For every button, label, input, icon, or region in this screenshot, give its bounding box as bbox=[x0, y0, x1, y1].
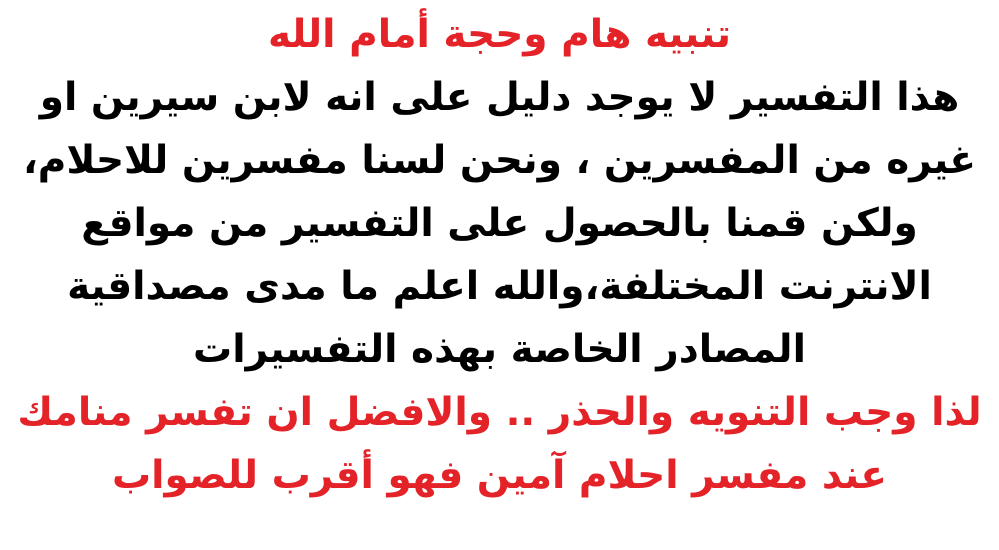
notice-warning-line: لذا وجب التنويه والحذر .. والافضل ان تفسر منامك bbox=[17, 390, 982, 435]
notice-title: تنبيه هام وحجة أمام الله bbox=[267, 12, 732, 57]
notice-warning-line: عند مفسر احلام آمين فهو أقرب للصواب bbox=[111, 453, 887, 498]
notice-body-line: الانترنت المختلفة،والله اعلم ما مدى مصداقية bbox=[67, 264, 932, 309]
notice-body-line: ولكن قمنا بالحصول على التفسير من مواقع bbox=[81, 201, 918, 246]
notice-body-line: غيره من المفسرين ، ونحن لسنا مفسرين للاحلام، bbox=[22, 138, 977, 183]
notice-body-line: هذا التفسير لا يوجد دليل على انه لابن سيرين او bbox=[39, 75, 960, 120]
notice-body-line: المصادر الخاصة بهذه التفسيرات bbox=[193, 327, 806, 372]
